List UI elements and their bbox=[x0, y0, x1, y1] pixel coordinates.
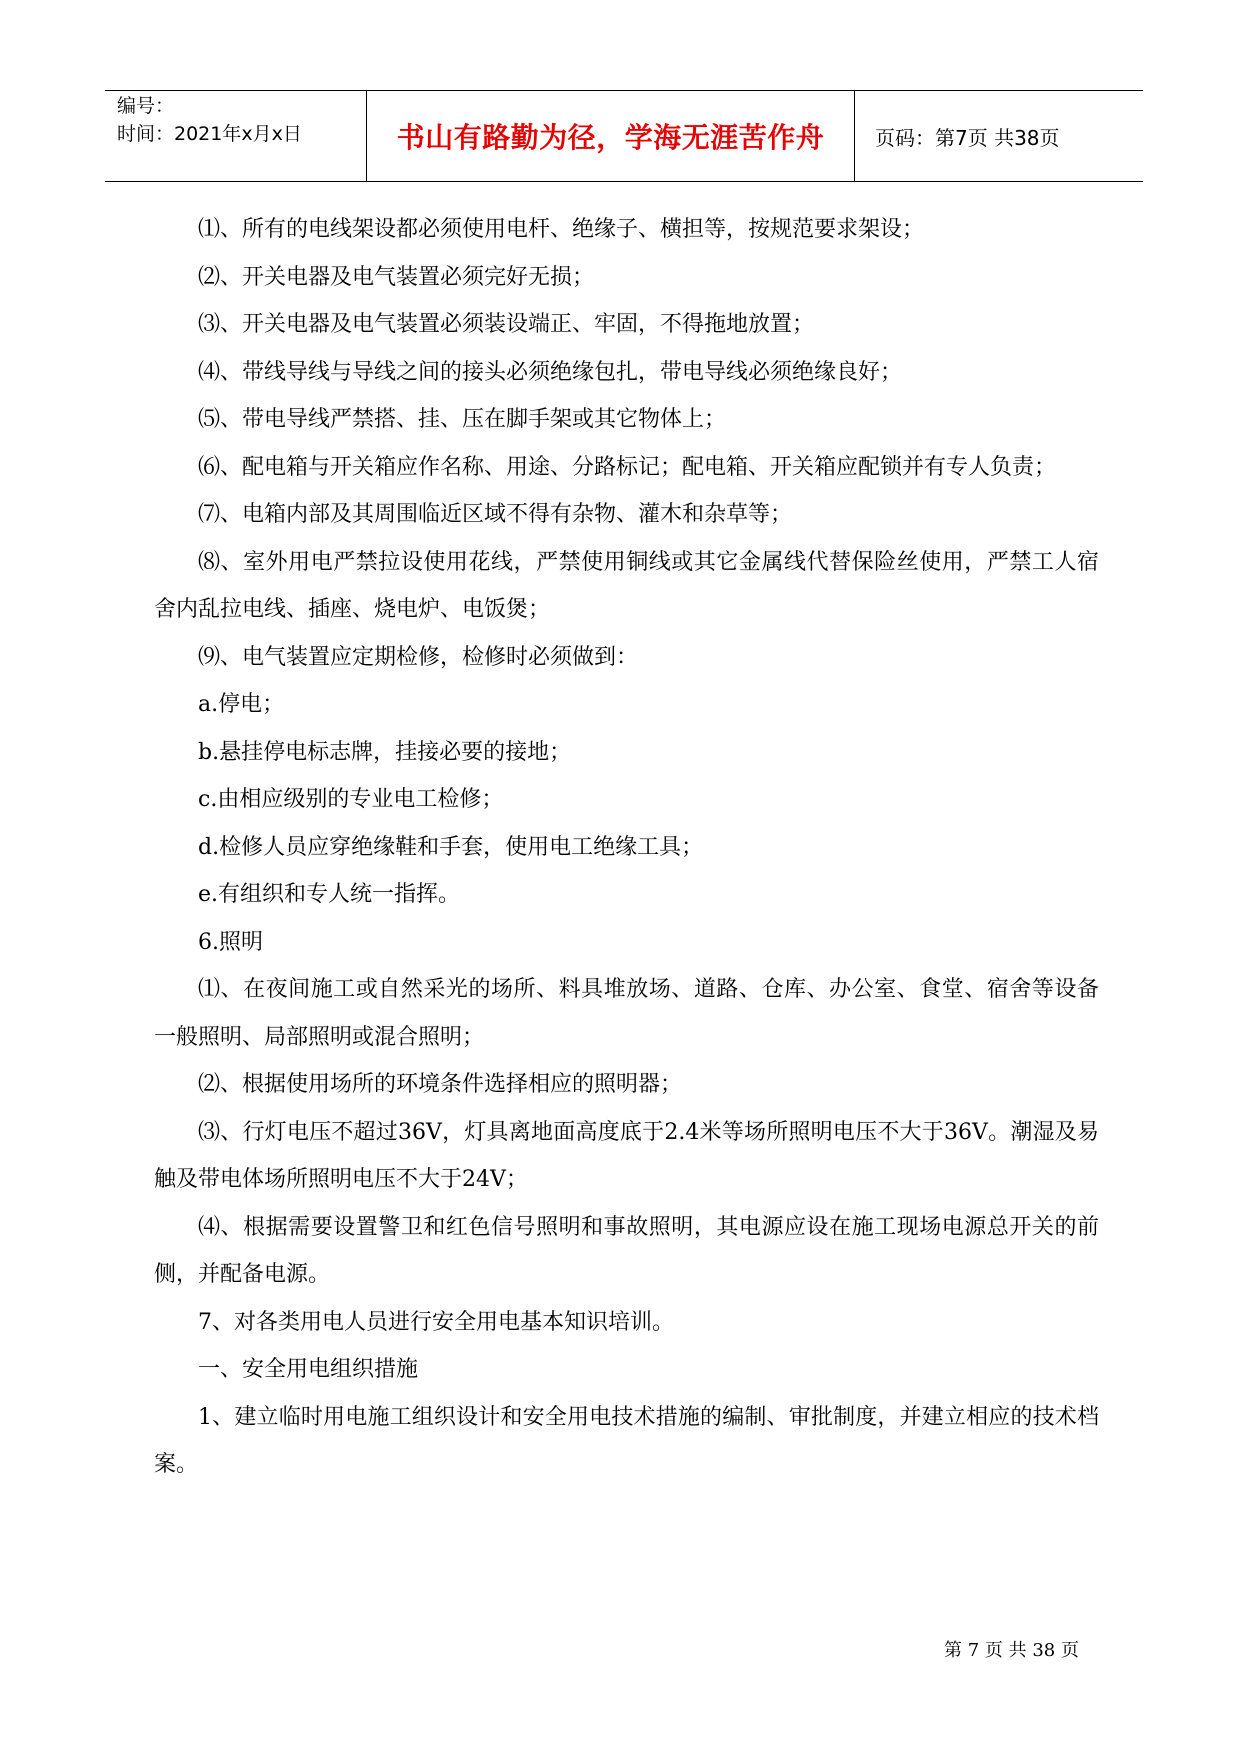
paragraph: ⑷、根据需要设置警卫和红色信号照明和事故照明，其电源应设在施工现场电源总开关的前侧，并配备电源。 bbox=[154, 1214, 1099, 1287]
paragraph: 1、建立临时用电施工组织设计和安全用电技术措施的编制、审批制度，并建立相应的技术档案。 bbox=[154, 1404, 1099, 1477]
paragraph: ⑻、室外用电严禁拉设使用花线，严禁使用铜线或其它金属线代替保险丝使用，严禁工人宿舍内乱拉电线、插座、烧电炉、电饭煲； bbox=[154, 549, 1099, 622]
paragraph: ⑶、开关电器及电气装置必须装设端正、牢固，不得拖地放置； bbox=[198, 312, 815, 337]
paragraph: ⑴、所有的电线架设都必须使用电杆、绝缘子、横担等，按规范要求架设； bbox=[198, 217, 925, 242]
header-page-label: 页码：第7页 共38页 bbox=[875, 125, 1060, 150]
paragraph: ⑹、配电箱与开关箱应作名称、用途、分路标记；配电箱、开关箱应配锁并有专人负责； bbox=[198, 454, 1057, 480]
document-date-label: 时间：2021年x月x日 bbox=[117, 123, 302, 145]
list-item: b.悬挂停电标志牌，挂接必要的接地； bbox=[198, 739, 572, 765]
list-item: a.停电； bbox=[198, 692, 285, 717]
page-header bbox=[105, 90, 1143, 182]
document-number-label: 编号： bbox=[117, 95, 175, 117]
paragraph: ⑵、开关电器及电气装置必须完好无损； bbox=[198, 264, 595, 290]
list-item: e.有组织和专人统一指挥。 bbox=[198, 882, 461, 907]
paragraph: ⑸、带电导线严禁搭、挂、压在脚手架或其它物体上； bbox=[198, 407, 727, 432]
paragraph: 7、对各类用电人员进行安全用电基本知识培训。 bbox=[198, 1309, 674, 1335]
page-footer: 第 7 页 共 38 页 bbox=[944, 1640, 1079, 1661]
paragraph: ⑷、带线导线与导线之间的接头必须绝缘包扎，带电导线必须绝缘良好； bbox=[198, 359, 903, 385]
header-motto: 书山有路勤为径，学海无涯苦作舟 bbox=[367, 91, 855, 181]
paragraph: ⑵、根据使用场所的环境条件选择相应的照明器； bbox=[198, 1072, 683, 1097]
paragraph: ⑺、电箱内部及其周围临近区域不得有杂物、灌木和杂草等； bbox=[198, 502, 793, 527]
paragraph: ⑴、在夜间施工或自然采光的场所、料具堆放场、道路、仓库、办公室、食堂、宿舍等设备一般照明、局部照明或混合照明； bbox=[154, 977, 1099, 1050]
header-meta-cell bbox=[105, 91, 367, 181]
list-item: d.检修人员应穿绝缘鞋和手套，使用电工绝缘工具； bbox=[198, 834, 704, 860]
list-item: c.由相应级别的专业电工检修； bbox=[198, 787, 504, 812]
paragraph: ⑼、电气装置应定期检修，检修时必须做到： bbox=[198, 644, 639, 670]
document-body bbox=[154, 206, 1099, 1489]
section-heading: 6.照明 bbox=[198, 929, 263, 955]
paragraph: ⑶、行灯电压不超过36V，灯具离地面高度底于2.4米等场所照明电压不大于36V。潮湿及易触及带电体场所照明电压不大于24V； bbox=[154, 1119, 1099, 1192]
section-heading: 一、安全用电组织措施 bbox=[198, 1357, 419, 1382]
